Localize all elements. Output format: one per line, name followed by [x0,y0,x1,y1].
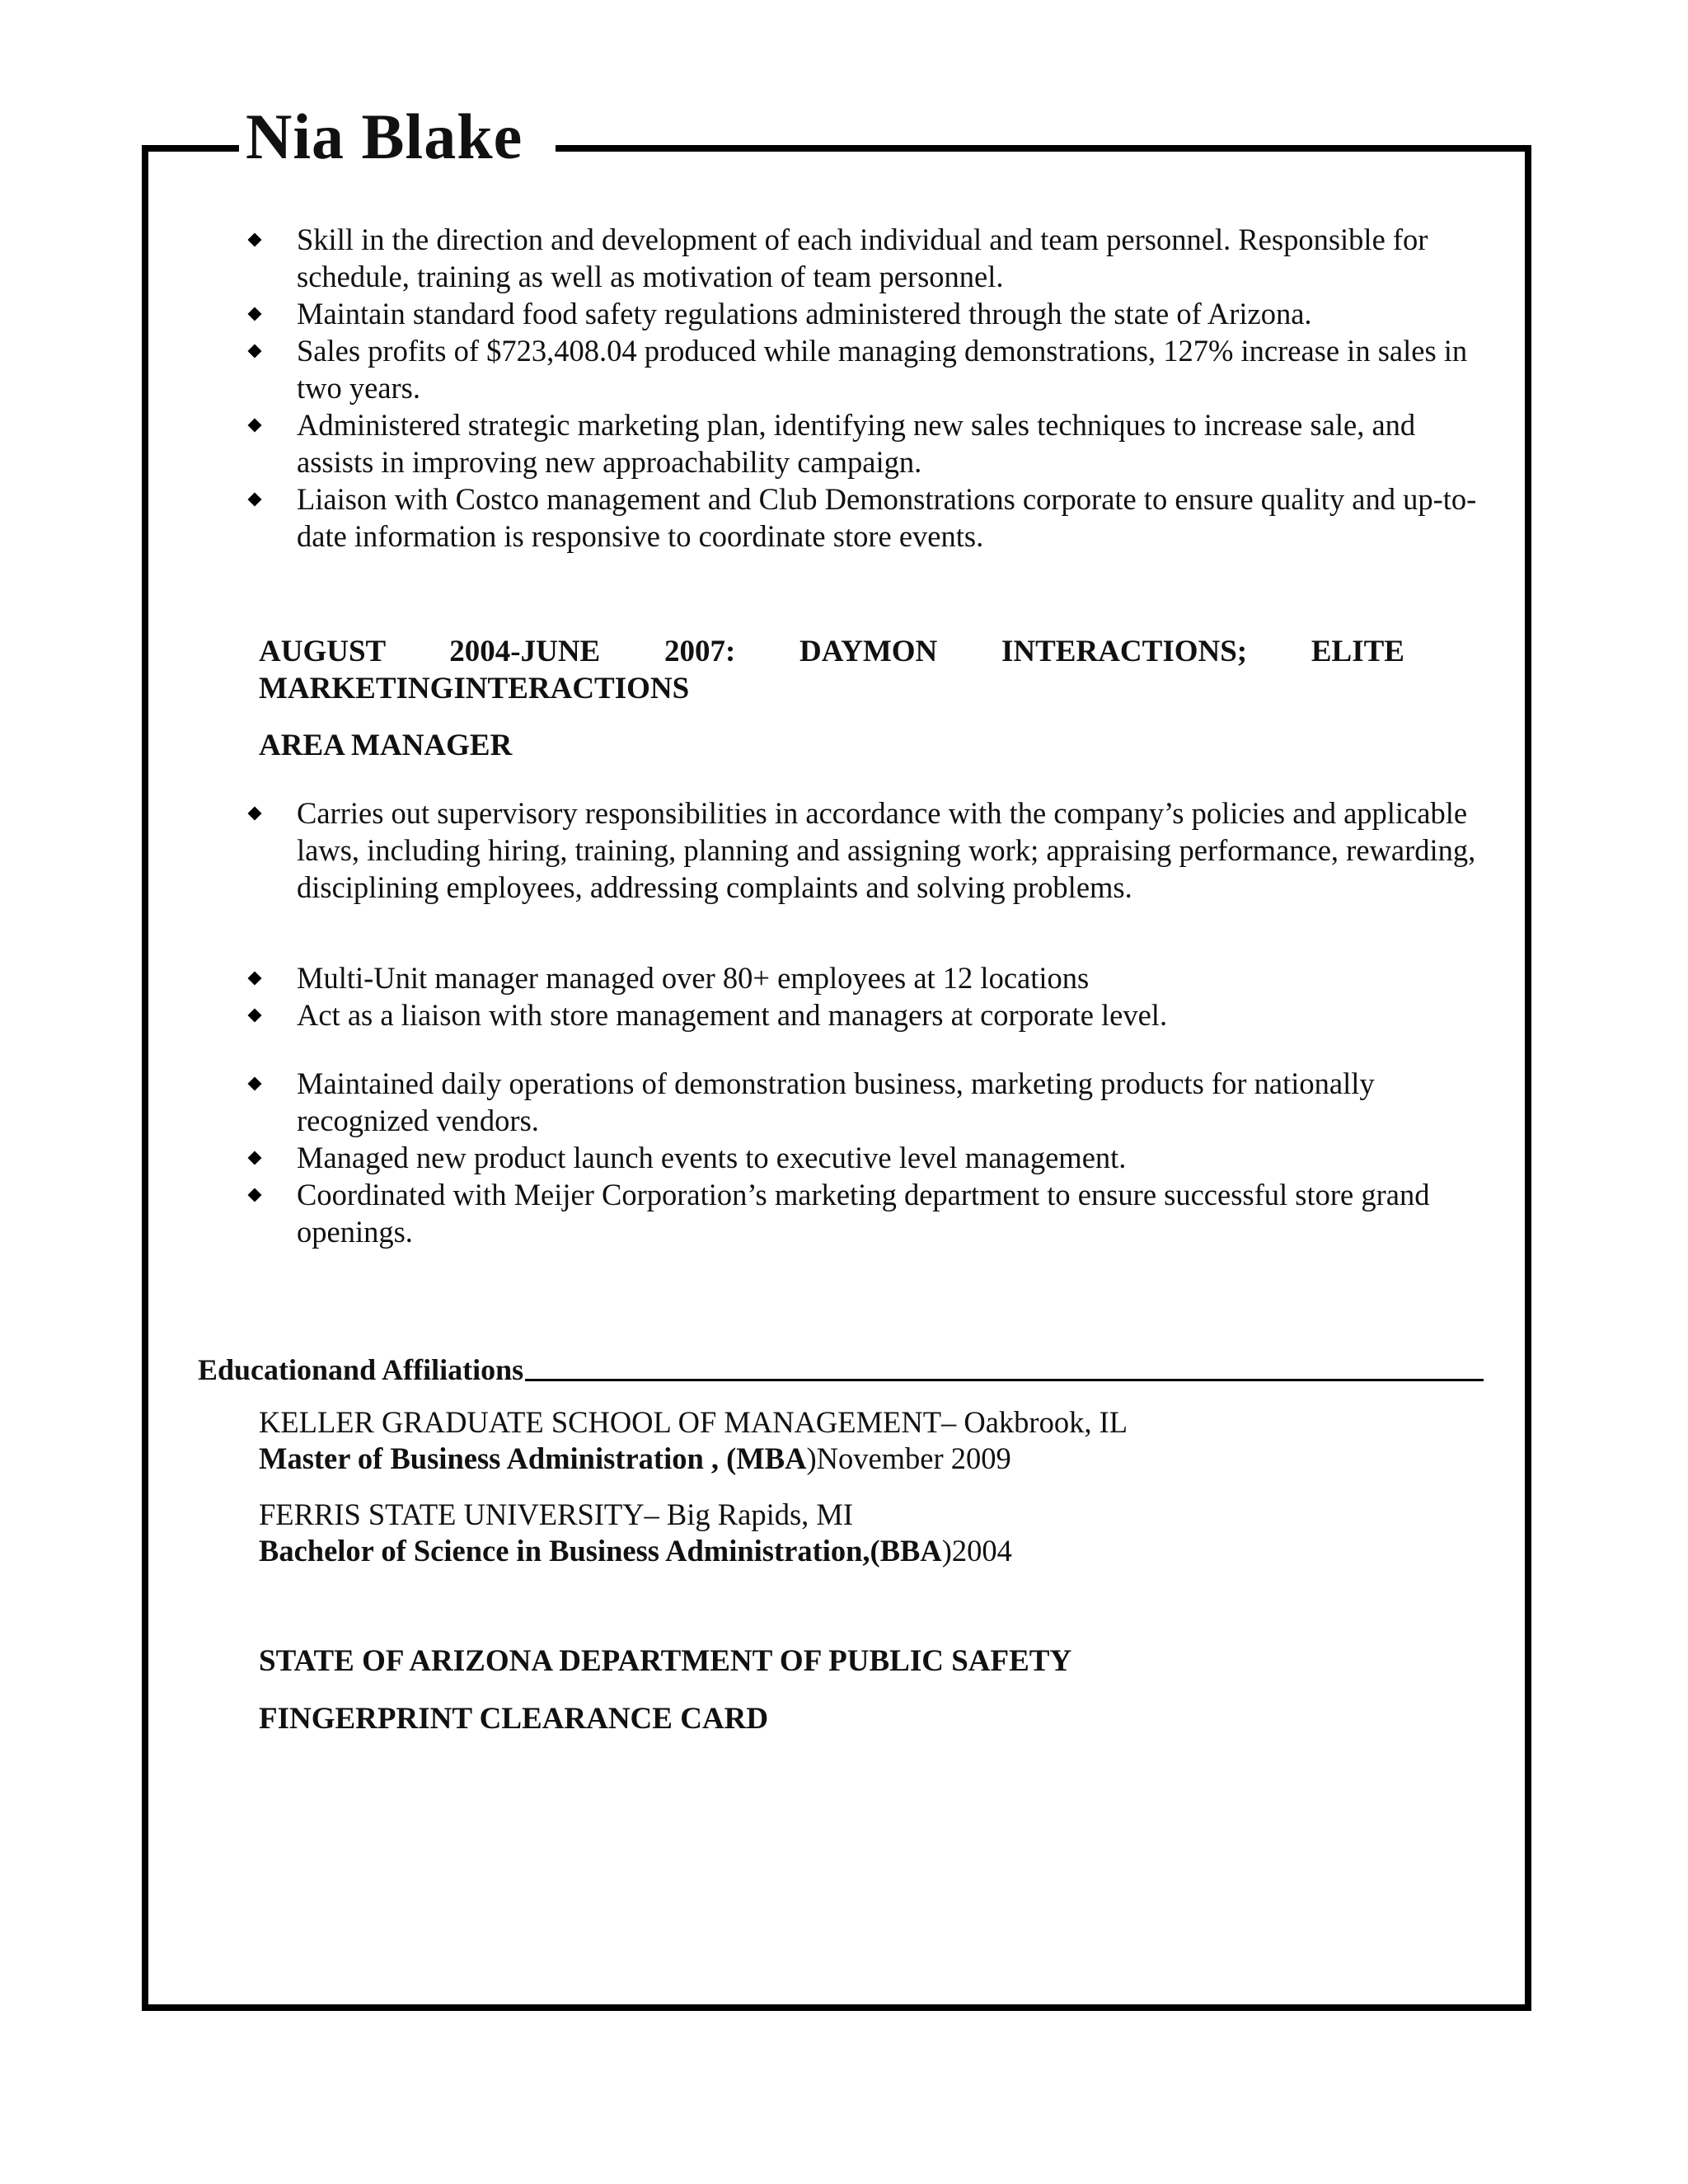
school-name: KELLER GRADUATE SCHOOL OF MANAGEMENT– Oakbrook, IL [259,1405,1128,1439]
education-title: Educationand Affiliations [198,1353,524,1386]
diamond-bullet-icon [247,1076,262,1091]
education-section-header [198,1352,1484,1388]
bullet-text: Managed new product launch events to executive level management. [297,1141,1127,1174]
diamond-bullet-icon [247,307,262,321]
bullet-text: Coordinated with Meijer Corporation’s marketing department to ensure successful store grand openings. [297,1178,1430,1249]
bullet-text: Sales profits of $723,408.04 produced while managing demonstrations, 127% increase in sales in two years. [297,334,1468,405]
diamond-bullet-icon [247,492,262,507]
bullet-item [247,332,1484,406]
section-rule [525,1379,1484,1381]
degree-name: Master of Business Administration , (MBA [259,1441,807,1475]
job-duties-list [247,1065,1484,1250]
bullet-text: Administered strategic marketing plan, identifying new sales techniques to increase sale, and assists in improving new approachability campaign. [297,408,1416,479]
diamond-bullet-icon [247,1151,262,1165]
diamond-bullet-icon [247,1188,262,1202]
school-name: FERRIS STATE UNIVERSITY– Big Rapids, MI [259,1497,854,1531]
candidate-name: Nia Blake [246,101,523,172]
degree [259,1441,1011,1477]
diamond-bullet-icon [247,1008,262,1023]
diamond-bullet-icon [247,971,262,986]
diamond-bullet-icon [247,806,262,821]
bullet-item [247,1176,1484,1250]
bullet-text: Skill in the direction and development of each individual and team personnel. Responsible for schedule, training as well as motivation of team personnel. [297,223,1428,293]
degree-date: )November 2009 [806,1441,1011,1475]
bullet-text: Carries out supervisory responsibilities in accordance with the company’s policies and applicable laws, including hiring, training, planning and assigning work; appraising performance, rewarding, disciplining employees, addressing complaints and solving problems. [297,796,1476,904]
job-title: AREA MANAGER [259,729,513,762]
bullet-item [247,1139,1484,1176]
bullet-text: Maintained daily operations of demonstration business, marketing products for nationally recognized vendors. [297,1066,1375,1137]
job-heading: AUGUST 2004-JUNE 2007: DAYMON INTERACTIONS; ELITE MARKETINGINTERACTIONS [259,635,1404,705]
bullet-text: Multi-Unit manager managed over 80+ employees at 12 locations [297,961,1090,995]
bullet-text: Maintain standard food safety regulations administered through the state of Arizona. [297,297,1312,330]
degree-date: )2004 [941,1534,1012,1568]
bullet-item [247,406,1484,480]
diamond-bullet-icon [247,232,262,247]
bullet-item [247,295,1484,332]
job-duties-list [247,959,1484,1033]
diamond-bullet-icon [247,344,262,359]
name-header [239,97,556,176]
bullet-item [247,221,1484,295]
diamond-bullet-icon [247,418,262,433]
bullet-text: Liaison with Costco management and Club Demonstrations corporate to ensure quality and up-to-date information is responsive to coordinate store events. [297,482,1477,553]
job-duties-list [247,794,1484,906]
degree-name: Bachelor of Science in Business Administration,(BBA [259,1534,942,1568]
bullet-item [247,996,1484,1033]
bullet-text: Act as a liaison with store management and managers at corporate level. [297,998,1168,1032]
bullet-item [247,480,1484,555]
bullet-item [247,959,1484,996]
bullet-item [247,794,1484,906]
bullet-item [247,1065,1484,1139]
certification-line: STATE OF ARIZONA DEPARTMENT OF PUBLIC SAFETY [259,1644,1072,1678]
degree [259,1533,1012,1569]
certification-line: FINGERPRINT CLEARANCE CARD [259,1702,769,1736]
responsibilities-list [247,221,1484,555]
